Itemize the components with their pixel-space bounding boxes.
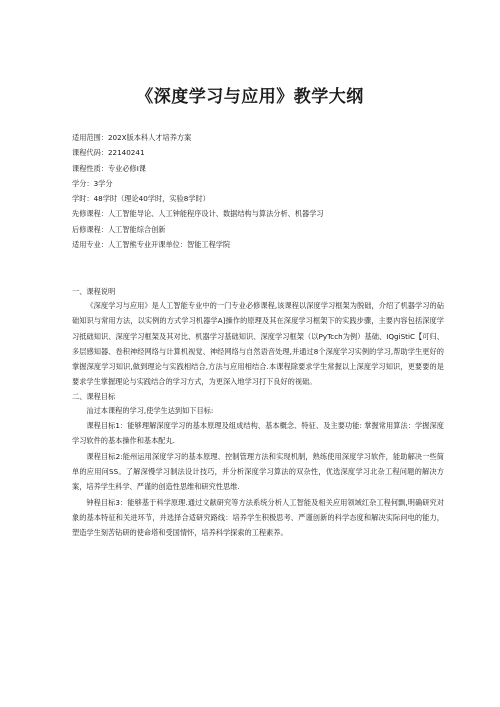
- course-nature: 课程性质：专业必修I课: [72, 163, 146, 173]
- objective-2: 课程目标2:能州运用深度学习的基本原理、控制管理方法和实现机制，熟练使用深度学习软件，能助解决一些简单的应用问SS。了解深慢学习制法设计技巧，并分析深度学习算法的双杂性，优选深度学习北杂工程问题的解决方案，培养学生科学、严谨的创造性思维和研究性思维.: [72, 451, 444, 492]
- section-heading-course-objectives: 二、课程目标: [72, 391, 116, 401]
- credits: 学分：3学分: [72, 178, 113, 188]
- prerequisite-courses: 先修课程：人工智能导论、人工钟能程序设计、数据结构与算法分析、机器学习: [72, 209, 324, 219]
- class-hours: 学时：48学时（理论40学时，实验8学时）: [72, 194, 210, 204]
- applicable-major: 适用专业：人工智熊专业开课单位：智能工程学院: [72, 240, 231, 250]
- objective-3: 钟程目标3：能够基于科学原理.通过文献研究等方法系统分析人工智能及相关应用领域红杂工程何飘,明确研究对象的基本特征和关进环节，并选择合适研究路线：培养学生积极思考、严谨创新的科学态度和解决实际问电的能力，塑造学生刻苦钻研的使命塔和受国情怀，培养科学探索的工程素养。: [72, 497, 444, 538]
- objectives-intro: 汕过本课程的学习,使学生达到如下目标:: [86, 405, 214, 415]
- follow-up-courses: 后修课程：人工智能综合创新: [72, 224, 166, 234]
- document-title: 《深度学习与应用》教学大纲: [136, 87, 364, 107]
- objective-1: 课程目标1：能够理解深度学习的基本原理及组成结构、基本概念、特征、及主要功能: 掌握常用算法：学握深度学习软件的基本操作和基本配丸.: [72, 421, 444, 446]
- course-info-block: [72, 130, 444, 252]
- course-description-paragraph: 《深度学习与应用》是人工智能专业中的一门专业必修课程,该课程以深度学习框架为脱础，介绍了机器学习的砧础知识与常用方法，以实例的方式学习机器学A]操作的原理及其在深度学习框架下的实践步骤，主要内容包括深度学习抵础知识、深度学习框架及其对比、机器学习基础知识、深度学习框架（以PyTcch为例）基础、IQgiStiC【可归、多层感知器、卷积神经网络与计算机视觉、神经网络与自然语音处理,并通过8个深度学习实例的学习,帮助学生更好的掌握深度学习知识,做到理论与实践相结合,方法与应用相结合.本课程除要求学生常握以上深度学习知识，更要要的是要求学生掌握理论与实践结合的学习方式，为更深入地学习打下良好的视础。: [72, 301, 444, 387]
- applicable-scope: 适用范围：202X版本科人才培养方案: [72, 133, 192, 142]
- section-heading-course-description: 一、课程说明: [72, 287, 116, 296]
- course-code: 课程代码：22140241: [72, 148, 145, 158]
- document-body: [72, 286, 444, 540]
